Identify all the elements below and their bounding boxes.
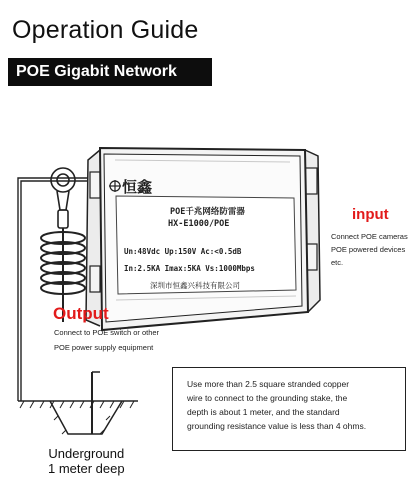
device-maker: 深圳市恒鑫兴科技有限公司 (150, 281, 240, 290)
page-title: Operation Guide (12, 16, 199, 44)
input-description: Connect POE cameras POE powered devices etc. (331, 232, 408, 267)
device-model: HX-E1000/POE (168, 219, 230, 229)
underground-depth-label: Underground 1 meter deep (48, 446, 125, 476)
device-spec1: Un:48Vdc Up:150V Ac:<0.5dB (124, 247, 242, 256)
spd-device (86, 148, 320, 330)
device-brand: 恒鑫 (122, 178, 153, 196)
device-spec2: In:2.5KA Imax:5KA Vs:1000Mbps (124, 264, 255, 273)
product-banner: POE Gigabit Network SPD (8, 58, 212, 86)
grounding-stake (18, 372, 138, 434)
output-description: Connect to POE switch or other POE power supply equipment (54, 328, 160, 352)
input-label: input (352, 206, 389, 223)
grounding-note: Use more than 2.5 square stranded copper wire to connect to the grounding stake, the depth is about 1 meter, and the standard grounding resistance value is less than 4 ohms. (172, 367, 406, 451)
device-name: POE千兆网络防雷器 (170, 207, 245, 217)
output-label: Output (53, 304, 109, 323)
ring-terminal-icon (51, 168, 75, 228)
